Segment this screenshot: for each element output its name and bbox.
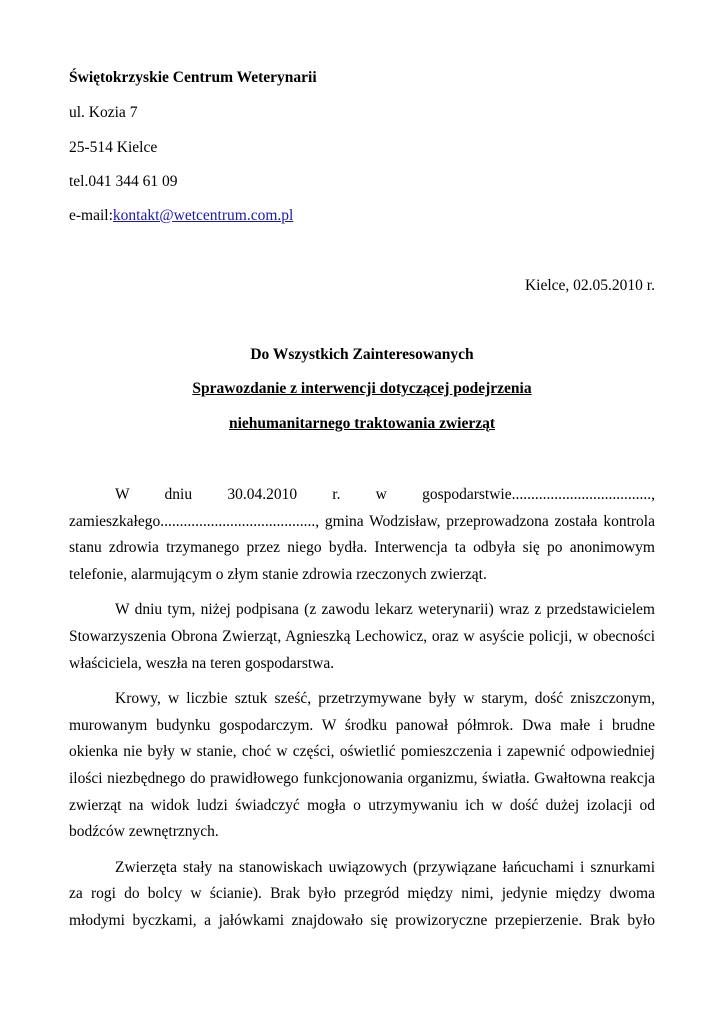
sender-name: Świętokrzyskie Centrum Weterynarii (69, 69, 317, 86)
sender-email-line (69, 206, 293, 226)
sender-street: ul. Kozia 7 (69, 104, 138, 121)
subject-line-2: niehumanitarnego traktowania zwierząt (228, 415, 496, 432)
date-line: Kielce, 02.05.2010 r. (524, 277, 655, 294)
subject-line-1: Sprawozdanie z interwencji dotyczącej podejrzenia (192, 380, 532, 397)
letter-body (69, 482, 655, 944)
paragraph-2: W dniu tym, niżej podpisana (z zawodu lekarz weterynarii) wraz z przedstawicielem Stowarzyszenia Obrona Zwierząt, Agnieszką Lechowicz, oraz w asyście policji, w obecności właściciela, weszła na teren gospodarstwa. (69, 601, 655, 672)
email-link[interactable]: kontakt@wetcentrum.com.pl (112, 207, 294, 224)
sender-phone: tel.041 344 61 09 (69, 173, 178, 190)
email-label: e-mail: (69, 207, 113, 224)
paragraph-4: Zwierzęta stały na stanowiskach uwiązowych (przywiązane łańcuchami i sznurkami za rogi do bolcy w ścianie). Brak było przegród między nimi, jedynie między dwoma młodymi byczkami, a jałówkami znajdowało się prowizoryczne przepierzenie. Brak było (69, 858, 655, 929)
paragraph-1: W dniu 30.04.2010 r. w gospodarstwie...................................., zamieszkałego........................................, gmina Wodzisław, przeprowadzona została kontrola stanu zdrowia trzymanego przez niego bydła. Interwencja ta odbyła się po anonimowym telefonie, alarmującym o złym stanie zdrowia rzeczonych zwierząt. (69, 486, 655, 583)
paragraph-3: Krowy, w liczbie sztuk sześć, przetrzymywane były w starym, dość zniszczonym, murowanym budynku gospodarczym. W środku panował półmrok. Dwa małe i brudne okienka nie były w stanie, choć w części, oświetlić pomieszczenia i zapewnić odpowiedniej ilości niezbędnego do prawidłowego funkcjonowania organizmu, światła. Gwałtowna reakcja zwierząt na widok ludzi świadczyć mogła o utrzymywaniu ich w dość dużej izolacji od bodźców zewnętrznych. (69, 690, 655, 841)
sender-city: 25-514 Kielce (69, 139, 158, 156)
addressee: Do Wszystkich Zainteresowanych (250, 346, 474, 363)
